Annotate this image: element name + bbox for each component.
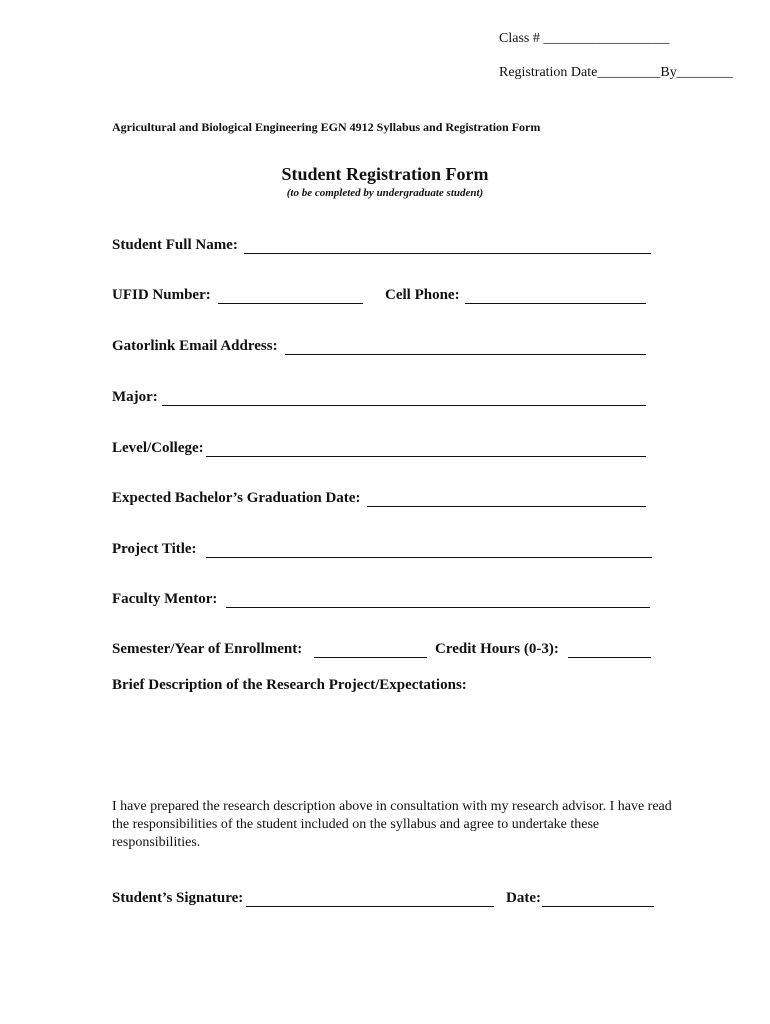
graduation-date-label: Expected Bachelor’s Graduation Date: — [112, 490, 361, 506]
email-label: Gatorlink Email Address: — [112, 338, 278, 354]
form-subtitle: (to be completed by undergraduate student) — [286, 187, 484, 199]
course-title: Agricultural and Biological Engineering EGN 4912 Syllabus and Registration Form — [112, 120, 541, 134]
level-college-line[interactable] — [206, 456, 646, 457]
cell-phone-label: Cell Phone: — [385, 287, 460, 303]
email-line[interactable] — [285, 354, 646, 355]
class-number-field[interactable]: Class # __________________ — [499, 31, 670, 46]
date-label: Date: — [506, 890, 541, 906]
ufid-label: UFID Number: — [112, 287, 211, 303]
project-title-label: Project Title: — [112, 541, 197, 557]
registration-date-field[interactable]: Registration Date_________By________ — [499, 65, 733, 80]
consultation-statement: I have prepared the research description above in consultation with my research advisor. I have read the responsibilities of the student included on the syllabus and agree to undertake these responsibilities. — [112, 799, 672, 850]
project-title-line[interactable] — [206, 557, 652, 558]
semester-line[interactable] — [314, 657, 427, 658]
faculty-mentor-line[interactable] — [226, 607, 650, 608]
date-line[interactable] — [542, 906, 654, 907]
signature-line[interactable] — [246, 906, 494, 907]
semester-label: Semester/Year of Enrollment: — [112, 641, 303, 657]
graduation-date-line[interactable] — [367, 506, 646, 507]
full-name-label: Student Full Name: — [112, 237, 238, 253]
ufid-line[interactable] — [218, 303, 363, 304]
major-label: Major: — [112, 389, 158, 405]
description-heading: Brief Description of the Research Project/Expectations: — [112, 677, 467, 693]
level-college-label: Level/College: — [112, 440, 204, 456]
faculty-mentor-label: Faculty Mentor: — [112, 591, 218, 607]
cell-phone-line[interactable] — [465, 303, 646, 304]
form-title: Student Registration Form — [281, 164, 489, 184]
signature-label: Student’s Signature: — [112, 890, 244, 906]
credit-hours-label: Credit Hours (0-3): — [435, 641, 559, 657]
credit-hours-line[interactable] — [568, 657, 651, 658]
major-line[interactable] — [162, 405, 646, 406]
full-name-line[interactable] — [244, 253, 651, 254]
